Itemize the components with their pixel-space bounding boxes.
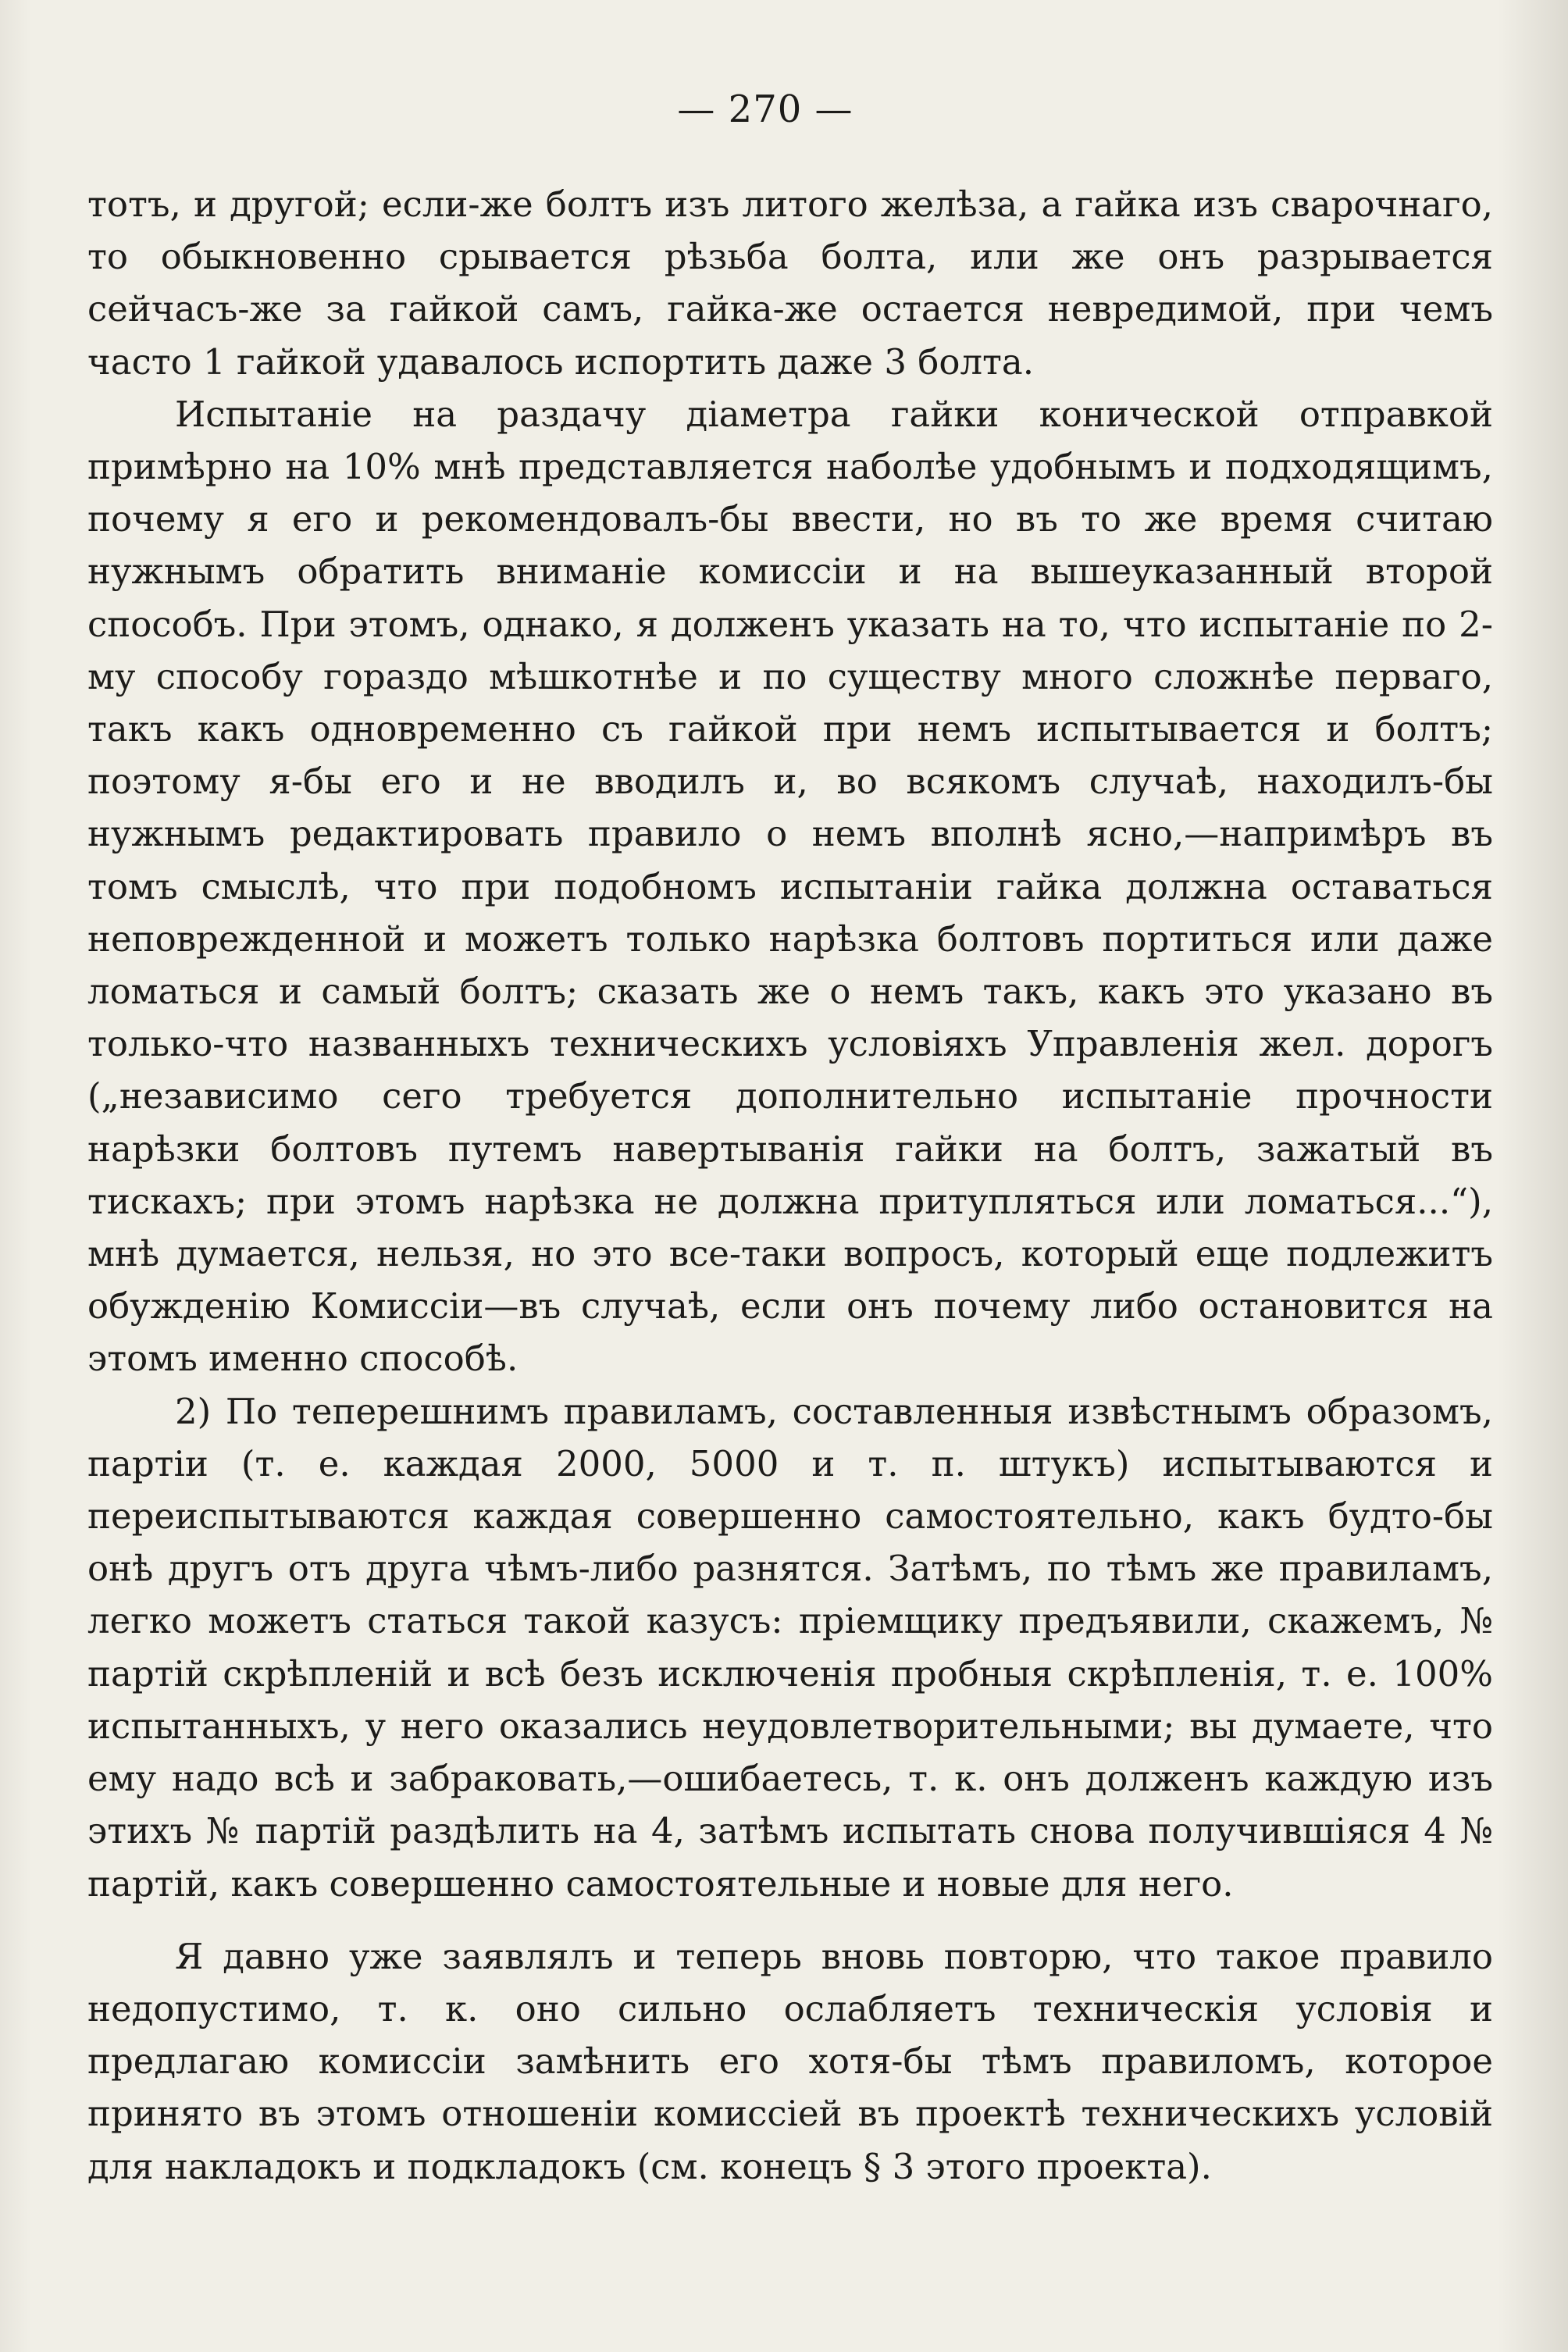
page-edge-left <box>0 0 31 2352</box>
page-number: — 270 — <box>677 87 853 131</box>
paragraph-nut-test: Испытанiе на раздачу дiаметра гайки конической отправкой примѣрно на 10% мнѣ представляется наболѣе удобнымъ и подходящимъ, почему я его и рекомендовалъ-бы ввести, но въ то же время считаю нужнымъ обратить вниманiе комиссiи и на вышеуказанный второй способъ. При этомъ, однако, я долженъ указать на то, что испытанiе по 2-му способу гораздо мѣшкотнѣе и по существу много сложнѣе перваго, такъ какъ одновременно съ гайкой при немъ испытывается и болтъ; поэтому я-бы его и не вводилъ и, во всякомъ случаѣ, находилъ-бы нужнымъ редактировать правило о немъ вполнѣ ясно,—напримѣръ въ томъ смыслѣ, что при подобномъ испытанiи гайка должна оставаться неповрежденной и можетъ только нарѣзка болтовъ портиться или даже ломаться и самый болтъ; сказать же о немъ такъ, какъ это указано въ только-что названныхъ техническихъ условiяхъ Управленiя жел. дорогъ („независимо сего требуется дополнительно испытанiе прочности нарѣзки болтовъ путемъ навертыванiя гайки на болтъ, зажатый въ тискахъ; при этомъ нарѣзка не должна притупляться или ломаться...“), мнѣ думается, нельзя, но это все-таки вопросъ, который еще подлежитъ обужденiю Комиссiи—въ случаѣ, если онъ почему либо остановится на этомъ именно способѣ. <box>87 393 1493 1380</box>
paragraph-continuation: тотъ, и другой; если-же болтъ изъ литого желѣза, а гайка изъ сварочнаго, то обыкновенно срывается рѣзьба болта, или же онъ разрывается сейчасъ-же за гайкой самъ, гайка-же остается невредимой, при чемъ часто 1 гайкой удавалось испортить даже 3 болта. <box>87 184 1493 383</box>
paragraph-batch-rules: 2) По теперешнимъ правиламъ, составленныя извѣстнымъ образомъ, партiи (т. е. каждая 2000, 5000 и т. п. штукъ) испытываются и переиспытываются каждая совершенно самостоятельно, какъ будто-бы онѣ другъ отъ друга чѣмъ-либо разнятся. Затѣмъ, по тѣмъ же правиламъ, легко можетъ статься такой казусъ: прiемщику предъявили, скажемъ, № партiй скрѣпленiй и всѣ безъ исключенiя пробныя скрѣпленiя, т. е. 100% испытанныхъ, у него оказались неудовлетворительными; вы думаете, что ему надо всѣ и забраковать,—ошибаетесь, т. к. онъ долженъ каждую изъ этихъ № партiй раздѣлить на 4, затѣмъ испытать снова получившiяся 4 № партiй, какъ совершенно самостоятельные и новые для него. <box>87 1390 1493 1905</box>
page-edge-right <box>1498 0 1568 2352</box>
page-body <box>87 178 1493 2193</box>
paragraph-proposal: Я давно уже заявлялъ и теперь вновь повторю, что такое правило недопустимо, т. к. оно сильно ослабляетъ техническiя условiя и предлагаю комиссiи замѣнить его хотя-бы тѣмъ правиломъ, которое принято въ этомъ отношенiи комиссiей въ проектѣ техническихъ условiй для накладокъ и подкладокъ (см. конецъ § 3 этого проекта). <box>87 1935 1493 2187</box>
